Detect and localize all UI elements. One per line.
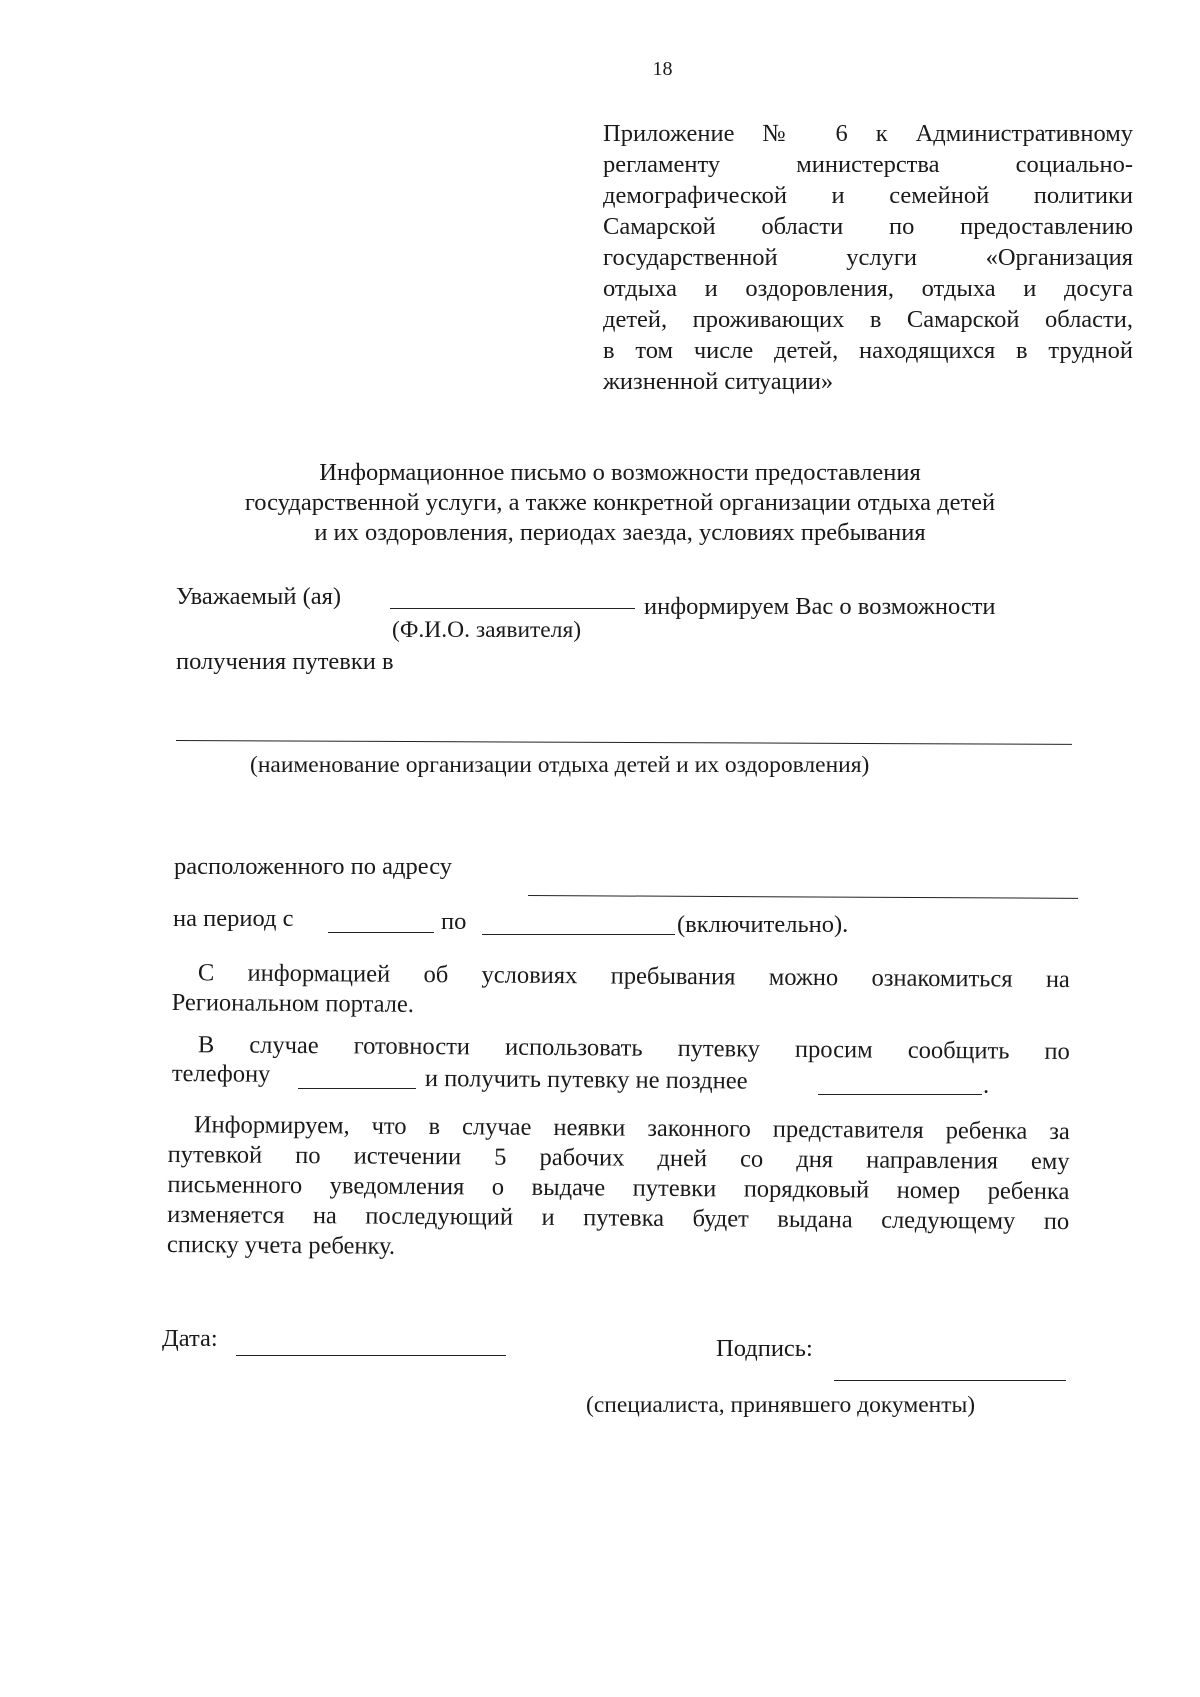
appendix-line: отдыха и оздоровления, отдыха и досуга <box>603 275 1133 302</box>
info-line: Региональном портале. <box>171 988 415 1018</box>
title-line: государственной услуги, а также конкретной организации отдыха детей <box>244 489 996 516</box>
applicant-name-hint: (Ф.И.О. заявителя) <box>392 617 582 643</box>
deadline-field[interactable] <box>818 1094 982 1095</box>
appendix-line: регламенту министерства социально- <box>603 151 1133 178</box>
receive-label: и получить путевку не позднее <box>424 1065 748 1095</box>
organization-hint: (наименование организации отдыха детей и их оздоровления) <box>250 752 870 778</box>
notice-line: Информируем, что в случае неявки законного представителя ребенка за <box>193 1111 1070 1146</box>
greeting-prefix: Уважаемый (ая) <box>176 583 342 610</box>
appendix-line: детей, проживающих в Самарской области, <box>603 306 1133 333</box>
period-from-label: на период с <box>173 905 294 932</box>
address-field[interactable] <box>528 895 1078 899</box>
document-title <box>160 458 1080 548</box>
appendix-line: демографической и семейной политики <box>603 182 1133 209</box>
address-label: расположенного по адресу <box>174 853 453 880</box>
appendix-line: жизненной ситуации» <box>603 368 834 395</box>
info-line: С информацией об условиях пребывания можно ознакомиться на <box>197 959 1070 994</box>
notice-line: списку учета ребенку. <box>166 1230 396 1260</box>
appendix-line: Приложение № 6 к Административному <box>603 120 1133 147</box>
period-from-field[interactable] <box>328 932 434 933</box>
date-label: Дата: <box>162 1325 218 1352</box>
title-line: и их оздоровления, периодах заезда, условиях пребывания <box>314 519 926 546</box>
appendix-line: Самарской области по предоставлению <box>603 213 1133 240</box>
period-suffix: (включительно). <box>677 911 849 938</box>
organization-field[interactable] <box>176 740 1072 745</box>
applicant-name-field[interactable] <box>390 608 635 609</box>
notice-line: письменного уведомления о выдаче путевки порядковый номер ребенка <box>167 1170 1070 1206</box>
notice-line: путевкой по истечении 5 рабочих дней со дня направления ему <box>167 1140 1070 1176</box>
signature-hint: (специалиста, принявшего документы) <box>586 1392 976 1418</box>
page-number: 18 <box>652 58 673 80</box>
greeting-continuation: получения путевки в <box>176 648 394 675</box>
appendix-header <box>603 118 1133 397</box>
signature-label: Подпись: <box>716 1335 813 1362</box>
period-to-field[interactable] <box>482 934 675 935</box>
notice-paragraph <box>167 1110 1070 1267</box>
appendix-line: государственной услуги «Организация <box>603 244 1133 271</box>
notice-line: изменяется на последующий и путевка будет выдана следующему по <box>167 1200 1070 1236</box>
greeting-suffix: информируем Вас о возможности <box>644 593 996 620</box>
ready-end: . <box>983 1072 990 1099</box>
appendix-line: в том числе детей, находящихся в трудной <box>603 337 1133 364</box>
phone-field[interactable] <box>298 1088 416 1089</box>
info-paragraph <box>172 958 1070 1025</box>
phone-label: телефону <box>171 1060 271 1088</box>
ready-paragraph <box>172 1030 1070 1067</box>
period-to-label: по <box>441 908 467 935</box>
title-line: Информационное письмо о возможности предоставления <box>319 459 921 486</box>
signature-field[interactable] <box>834 1380 1066 1381</box>
date-field[interactable] <box>236 1355 506 1356</box>
ready-line: В случае готовности использовать путевку просим сообщить по <box>197 1031 1070 1066</box>
